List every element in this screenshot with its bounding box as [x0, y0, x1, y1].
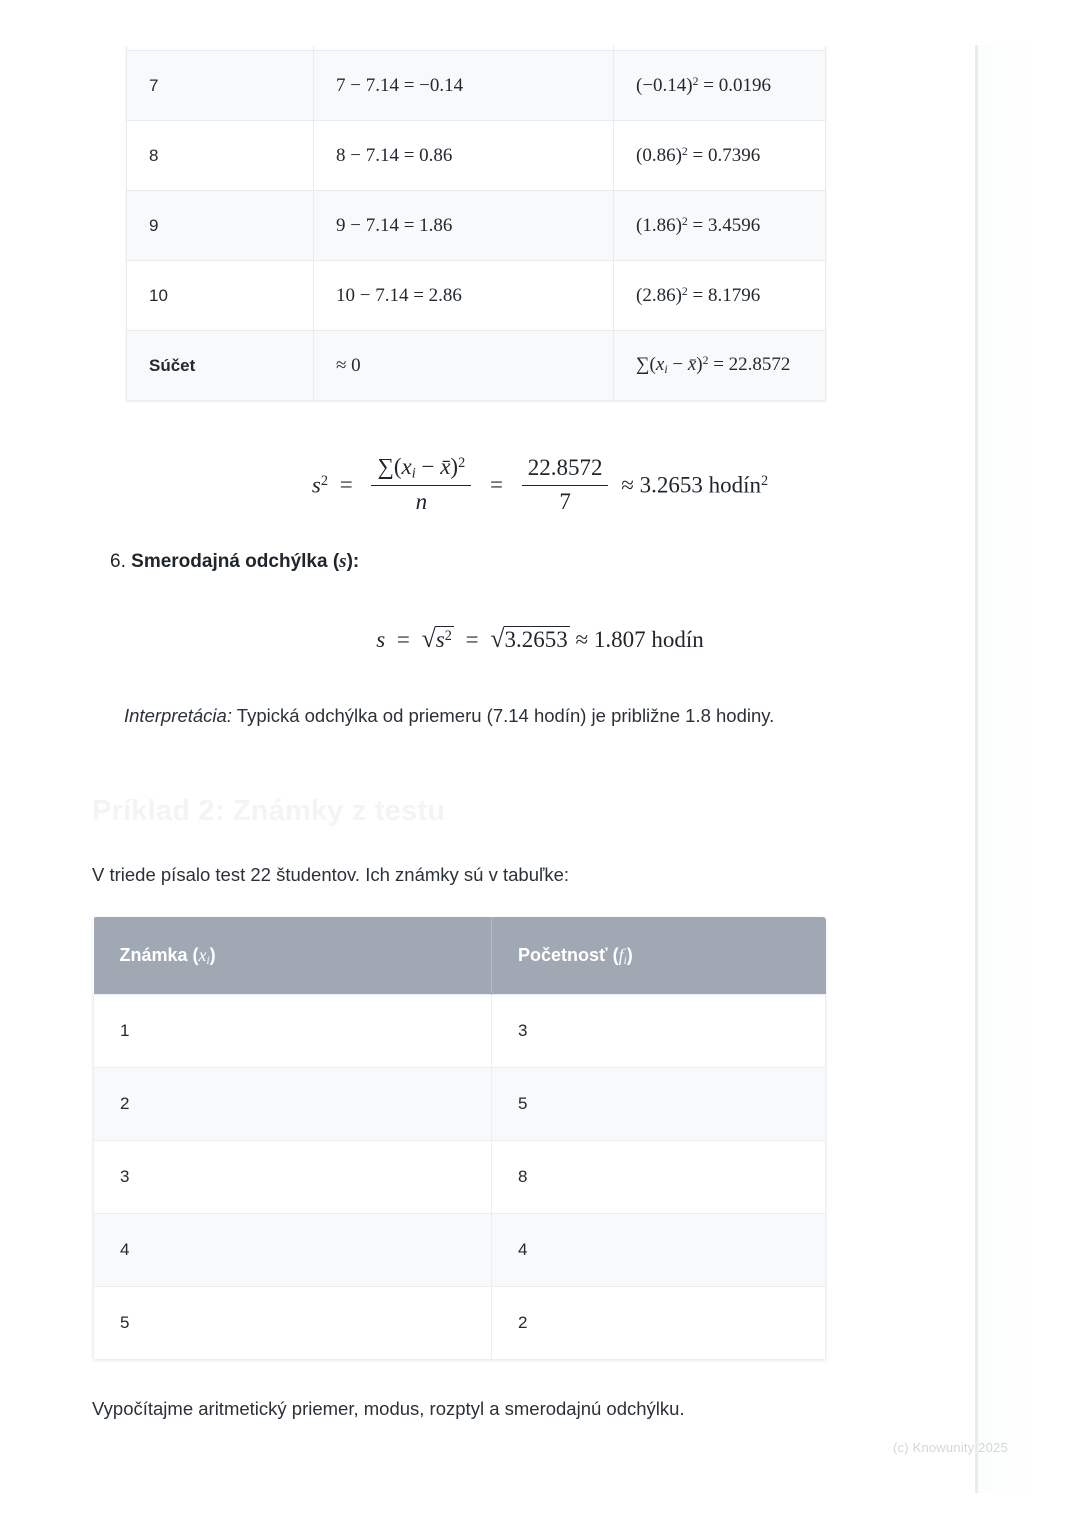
deviation-table	[126, 46, 826, 401]
cell-squared: $(-0.14)^2 = 0.0196$	[614, 51, 826, 121]
table-row	[127, 121, 826, 191]
interpretation-paragraph	[124, 699, 828, 732]
variance-symbol: s	[311, 472, 321, 498]
cell-sum-label: Súčet	[127, 331, 314, 401]
table-header-row	[94, 917, 826, 995]
cell-x: 8	[127, 121, 314, 191]
cell-grade: 1	[94, 995, 492, 1068]
radical-sign: √	[421, 624, 436, 653]
cell-sum-deviation: ≈ 0	[314, 331, 614, 401]
radical-sign-2: √	[490, 624, 505, 653]
equals-sign: =	[396, 627, 410, 652]
interpretation-label: Interpretácia:	[124, 705, 232, 726]
step-heading-6	[110, 551, 359, 573]
table-row	[94, 1287, 826, 1360]
variance-result: ≈ 3.2653 hodín	[621, 472, 761, 498]
cell-frequency: 4	[492, 1214, 826, 1287]
variance-fraction	[371, 453, 471, 517]
cell-grade: 3	[94, 1141, 492, 1214]
column-header-grade: Známka $(x_i)$	[94, 917, 492, 995]
grades-table	[93, 917, 826, 1360]
intro-paragraph: V triede písalo test 22 študentov. Ich známky sú v tabuľke:	[92, 864, 570, 885]
step-number: 6.	[110, 551, 126, 572]
variance-formula: $s^2$ = $\frac{\sum(x_i - x̄)^2}{n}$ = $\frac{22.8572}{7}$ ≈ 3.2653 hodín$^2$	[0, 455, 1080, 519]
cell-x: 10	[127, 261, 314, 331]
fraction-numerator: $\sum(x_i$ − x̄)$^2$	[371, 453, 471, 486]
interpretation-text: Typická odchýlka od priemeru (7.14 hodín) je približne 1.8 hodiny.	[231, 705, 775, 726]
equals-sign-2: =	[465, 627, 479, 652]
variance-value-fraction	[522, 454, 609, 517]
equals-sign-2: =	[489, 472, 503, 498]
table-row-sum	[127, 331, 826, 401]
cell-sum-squared: $\sum(x_i$ − x̄)$^2$ = 22.8572	[614, 331, 826, 401]
sd-result: ≈ 1.807 hodín	[575, 627, 704, 652]
cell-deviation: 7 − 7.14 = −0.14	[314, 51, 614, 121]
table-row	[94, 995, 826, 1068]
cell-deviation: 10 − 7.14 = 2.86	[314, 261, 614, 331]
standard-deviation-formula	[0, 624, 1080, 654]
table-row	[94, 1141, 826, 1214]
outro-paragraph: Vypočítajme aritmetický priemer, modus, rozptyl a smerodajnú odchýlku.	[92, 1398, 685, 1419]
cell-grade: 2	[94, 1068, 492, 1141]
table-row	[94, 1068, 826, 1141]
radicand-value: 3.2653	[504, 627, 568, 652]
sd-symbol: s	[376, 627, 386, 652]
step-title: Smerodajná odchýlka (s):	[131, 551, 360, 572]
radical-value	[490, 624, 569, 654]
cell-grade: 5	[94, 1287, 492, 1360]
table-row	[127, 261, 826, 331]
cell-squared: $(1.86)^2 = 3.4596$	[614, 191, 826, 261]
page-margin-shade	[978, 45, 1080, 1493]
radical-variance: $√s^2$	[421, 624, 452, 653]
cell-frequency: 2	[492, 1287, 826, 1360]
cell-squared: $(2.86)^2 = 8.1796$	[614, 261, 826, 331]
cell-x: 7	[127, 51, 314, 121]
column-header-frequency: Početnosť $(f_i)$	[492, 917, 826, 995]
cell-deviation: 8 − 7.14 = 0.86	[314, 121, 614, 191]
fraction-denominator: n	[415, 489, 428, 515]
cell-deviation: 9 − 7.14 = 1.86	[314, 191, 614, 261]
cell-frequency: 5	[492, 1068, 826, 1141]
value-numerator: 22.8572	[522, 454, 609, 486]
table-row	[94, 1214, 826, 1287]
equals-sign: =	[339, 472, 353, 498]
cell-grade: 4	[94, 1214, 492, 1287]
value-denominator: 7	[559, 488, 571, 514]
cell-frequency: 3	[492, 995, 826, 1068]
section-heading-example-2: Príklad 2: Známky z testu	[92, 795, 446, 827]
watermark: (c) Knowunity 2025	[893, 1440, 1008, 1455]
table-row	[127, 51, 826, 121]
table-row	[127, 191, 826, 261]
cell-frequency: 8	[492, 1141, 826, 1214]
cell-x: 9	[127, 191, 314, 261]
cell-squared: $(0.86)^2 = 0.7396$	[614, 121, 826, 191]
